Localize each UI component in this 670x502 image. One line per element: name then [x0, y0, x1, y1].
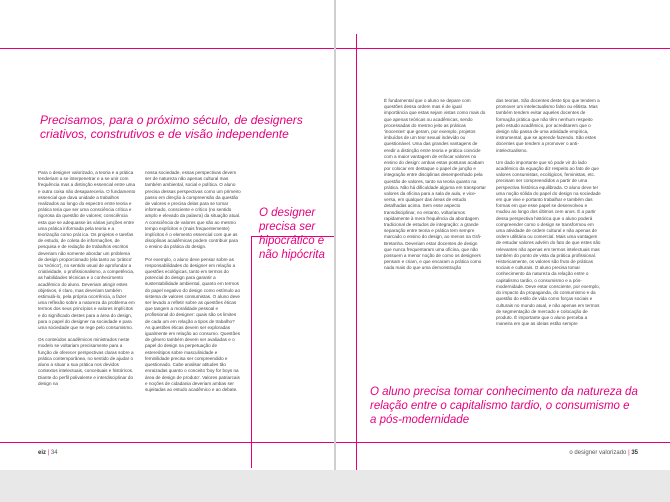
page-number: 35 [631, 450, 638, 456]
pull-quote: O aluno precisa tomar conhecimento da natureza da relação entre o capitalismo tardio, o consumismo e a pós-modernidade [370, 386, 638, 426]
paragraph: Um dado importante que só pode vir do lado acadêmico da equação diz respeito ao fato de que valores consumistas, ecológicos, feministas, etc. precisam ser compreendidos a partir de uma perspectiva histórica equilibrada. O aluno deve ter uma noção sólida do papel do design na sociedade em que vive e portanto trabalhar e também das formas em que esse papel se desenvolveu e mudou ao longo dos últimos cem anos. É a partir dessa perspectiva histórica que o aluno poderá compreender como o design se transformou em uma atividade de ordem cultural e não apenas de ordem utilitária ou comercial. Mais uma vantagem de estudar valores advém do fato de que estes são relevantes não apenas em termos intelectuais mas também do ponto de vista da prática profissional. Historicamente, os valores são fruto de práticas sociais e culturais. O aluno precisa tomar conhecimento da natureza da relação entre o capitalismo tardio, o consumismo e a pós-modernidade. Deve estar consciente, por exemplo, do impacto da propaganda, do consumismo e da questão do estilo de vida como forças sociais e culturais no mundo atual, e não apenas em termos de segmentação de mercado e colocação de produto. É importante que o aluno perceba a maneira em que as ideias estão sempre [496, 159, 601, 327]
paragraph: nossa sociedade, essas perspectivas devem ser de natureza não apenas cultural mas também ambiental, social e política. O aluno precisa dessas perspectivas como um primeiro passo em direção à compreensão da questão de valores e precisa delas para se tornar informado, consciente e crítico (no sentido amplo e elevado da palavra) da situação atual. A consciência de valores que são ao mesmo tempo explícitos e (mais frequentemente) implícitos é o elemento essencial com que as disciplinas acadêmicas podem contribuir para o ensino da prática do design. [145, 170, 241, 250]
brand-logo: eiz [38, 450, 47, 456]
right-column-2 [496, 98, 602, 333]
column-rule-right [356, 34, 357, 470]
pull-quote: O designer precisa ser hipocrático e não hipócrita [259, 207, 325, 261]
right-column-1 [384, 98, 486, 278]
page-number: 34 [50, 450, 58, 456]
separator: | [628, 450, 630, 456]
footer-right [569, 450, 638, 456]
paragraph: Para o designer valorizado, a teoria e a prática tenderiam a se interpenetrar e a se unir com frequência mas a distinção essencial entre uma e outra coisa não desapareceria. O fundamento essencial que dava unidade a trabalhos realizados ao longo do espectro entre teoria e prática teria que ser uma consciência crítica e rigorosa da questão de valores; consciência esta que se adequasse às várias junções entre uma prática informada pela teoria e a teorização como prát ica. Os projetos e tarefas de estudo, de coleta de informações, de pesquisa e de redação de trabalhos escritos deveriam não somente abordar um problema de design proporcionado (ela tanto ao 'prático' ou 'teórico'), no sentido usual de aprofundar a criatividade, o profissionalismo, a competência, as habilidades técnicas e o conhecimento acadêmico do aluno. Deveriam atingir estes objetivos, é claro, mas deveriam também estimulá-lo, pela própria ocorrência, a fazer uma reflexão sobre a natureza da problema em termos dos seus princípios e valores implícitos e do significado destes para a área do design, para o papel do designer na sociedade e para uma sociedade que se rege pelo consumismo. [38, 170, 136, 331]
left-page [0, 0, 334, 470]
bottom-rule-left [0, 442, 334, 443]
left-column-2 [145, 170, 241, 399]
running-title: o designer valorizado [569, 450, 627, 456]
left-column-1 [38, 170, 136, 393]
section-heading: Precisamos, para o próximo século, de designers criativos, construtivos e de visão independente [40, 113, 303, 141]
paragraph: das teorias. São docentes deste tipo que tendem a promover um intelectualismo falso ou elitista. Mas também tendem evitar aqueles docentes de formação prática que não têm nenhum respeito pelo estudo acadêmico, por acreditarem que o design não passa de uma atividade empírica, instrumental, que se aprende fazendo. São estes docentes que tendem a promover o anti-intelectualismo. [496, 98, 600, 153]
paragraph: Os conteúdos acadêmicos ministrados neste modelo se voltariam precisamente para a função de oferecer perspectivas claras sobre a prática contemporânea, no sentido de ajudar o aluno a situar a sua prática nos devidos contextos intelectuais, conceituais e históricos. Diante do perfil polivalente e interdisciplinar do design na [38, 337, 134, 386]
paragraph: É fundamental que o aluno se depare com questões dessa ordem mas é de igual importância que estas sejam vistas como mais do que apenas teóricas ou acadêmicas, sendo processadas do mesmo jeito as práticas 'inocentes' que geram, por exemplo, projetos imbuídos de um teor sexual indevido ou questionável. Uma das grandes vantagens de eredir a distinção entre teoria e prática coincide com a maior vantagem de enfocar valores no ensino do design: ambas estas posturas acabam por colocar em destaque o papel de junção e integração entre disciplinas desempenhado pela questão de valores, tanto na teoria quanto na prática. Não há dificuldade alguma em transportar valores da oficina para a sala de aula, e vice-versa, em qualquer das áreas de estudo detalhadas acima. Sem esse aspecto transdisciplinar, no entanto, voltaríamos rapidamente à mera frequência da abordagem tradicional de estudos de integração: a grande separação entre teoria e prática tem sempre marcado o ensino do design, ao menos na Grã-Bretanha. Deveriam estar docentes de design que nunca frequentaram uma oficina, que não possuem a menor noção de como os designers pensam e criam, e que encaram a prática como nada mais do que uma demonstração [384, 98, 486, 271]
right-page [336, 0, 670, 470]
top-rule-left [0, 48, 334, 49]
top-rule-right [336, 48, 670, 49]
footer-left [38, 450, 58, 456]
pull-quote-rule-vertical [251, 236, 252, 468]
bottom-rule-right [336, 442, 670, 443]
separator: | [47, 450, 50, 456]
paragraph: Por exemplo, o aluno deve pensar sobre as responsabilidades do designer em relação a questões ecológicas, tanto em termos do potencial do design para garantir a sustentabilidade ambiental, quanto em termos do papel negativo do design como estímulo ao sistema de valores consumistas. O aluno deve ser levado a refletir sobre as questões éticas que tangem a moralidade pessoal e profissional do designer: quais são os limites de cada um em relação a tipos de trabalho? As questões éticas devem ser exploradas igualmente em relação ao consumo. Questões de gênero também devem ser avaliadas e o papel do design na perpetuação de estereótipos sobre masculinidade e feminilidade precisa ser compreendido e questionado. Cabe analisar atitudes tão enraizadas quanto o conceito 'boy for boys na área de design de produto'. Valores patriarcais e noções de cidadania deveriam ambas ser sujeitadas ao estudo acadêmico e ao debate. [145, 256, 241, 392]
